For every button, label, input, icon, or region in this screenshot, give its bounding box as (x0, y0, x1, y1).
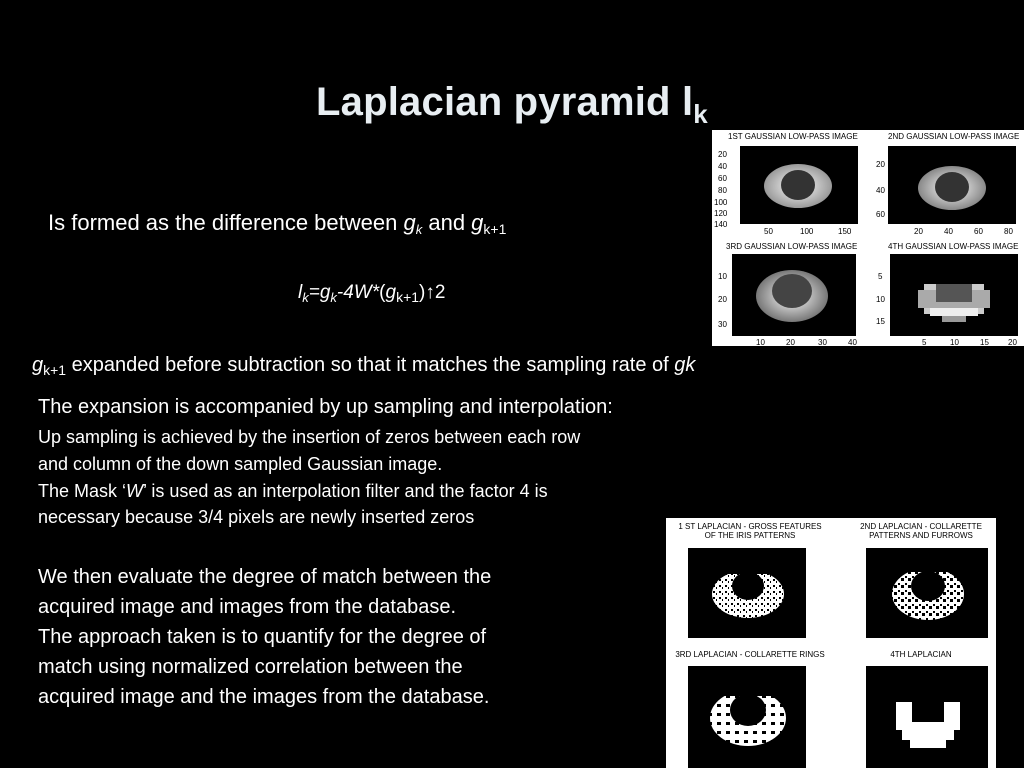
mask-line-2: necessary because 3/4 pixels are newly inserted zeros (38, 507, 475, 527)
laplacian-image-4 (866, 666, 988, 768)
gaussian-title-1: 1ST GAUSSIAN LOW-PASS IMAGE (728, 132, 858, 141)
tick: 10 (718, 272, 727, 281)
laplacian-image-1 (688, 548, 806, 638)
laplacian-title-4: 4TH LAPLACIAN (890, 650, 952, 659)
tick: 100 (714, 198, 728, 207)
tick: 140 (714, 220, 728, 229)
formula: $l_k=g_k-4W*(g_{k+1})↑2$ (298, 282, 446, 305)
gaussian-title-4: 4TH GAUSSIAN LOW-PASS IMAGE (888, 242, 1019, 251)
laplacian-image-2 (866, 548, 988, 638)
tick: 15 (876, 317, 885, 326)
match-line-3: The approach taken is to quantify for the degree of (38, 626, 487, 648)
gaussian-title-3: 3RD GAUSSIAN LOW-PASS IMAGE (726, 242, 858, 251)
tick: 50 (764, 227, 773, 236)
laplacian-image-3 (688, 666, 806, 768)
mask-line-1: The Mask ‘W’ is used as an interpolation filter and the factor 4 is (38, 481, 548, 501)
tick: 80 (1004, 227, 1013, 236)
tick: 20 (718, 295, 727, 304)
tick: 10 (950, 338, 959, 346)
upsampling-line-2: and column of the down sampled Gaussian image. (38, 454, 443, 474)
match-line-5: acquired image and the images from the database. (38, 686, 490, 708)
slide-title: Laplacian pyramid $l_k$ (316, 80, 708, 129)
tick: 10 (876, 295, 885, 304)
tick: 20 (876, 160, 885, 169)
laplacian-title-3: 3RD LAPLACIAN - COLLARETTE RINGS (675, 650, 825, 659)
tick: 100 (800, 227, 814, 236)
tick: 60 (876, 210, 885, 219)
tick: 5 (878, 272, 883, 281)
tick: 60 (718, 174, 727, 183)
tick: 15 (980, 338, 989, 346)
match-line-4: match using normalized correlation between the (38, 656, 463, 678)
match-line-1: We then evaluate the degree of match between the (38, 566, 492, 588)
gaussian-image-1 (740, 146, 858, 224)
gaussian-title-2: 2ND GAUSSIAN LOW-PASS IMAGE (888, 132, 1020, 141)
laplacian-title-1: 1 ST LAPLACIAN - GROSS FEATURES OF THE IRIS PATTERNS (678, 522, 822, 540)
expansion-line: $g_{k+1}$ expanded before subtraction so that it matches the sampling rate of gk (32, 354, 696, 378)
laplacian-title-2: 2ND LAPLACIAN - COLLARETTE PATTERNS AND FURROWS (860, 522, 982, 540)
tick: 120 (714, 209, 728, 218)
tick: 80 (718, 186, 727, 195)
expansion-paragraph: The expansion is accompanied by up sampling and interpolation: (38, 396, 613, 418)
tick: 20 (1008, 338, 1017, 346)
tick: 150 (838, 227, 852, 236)
tick: 40 (876, 186, 885, 195)
gaussian-image-2 (888, 146, 1016, 224)
tick: 10 (756, 338, 765, 346)
tick: 60 (974, 227, 983, 236)
match-line-2: acquired image and images from the database. (38, 596, 457, 618)
gaussian-pyramid-figure (712, 130, 1024, 346)
gaussian-image-4 (890, 254, 1018, 336)
tick: 20 (786, 338, 795, 346)
laplacian-pyramid-figure (666, 518, 996, 768)
tick: 30 (818, 338, 827, 346)
tick: 40 (944, 227, 953, 236)
tick: 20 (914, 227, 923, 236)
gaussian-image-3 (732, 254, 856, 336)
tick: 40 (848, 338, 857, 346)
upsampling-line-1: Up sampling is achieved by the insertion of zeros between each row (38, 427, 581, 447)
tick: 30 (718, 320, 727, 329)
tick: 5 (922, 338, 927, 346)
definition-line: Is formed as the difference between $g_k$ and $g_{k+1}$ (48, 210, 507, 237)
tick: 40 (718, 162, 727, 171)
tick: 20 (718, 150, 727, 159)
